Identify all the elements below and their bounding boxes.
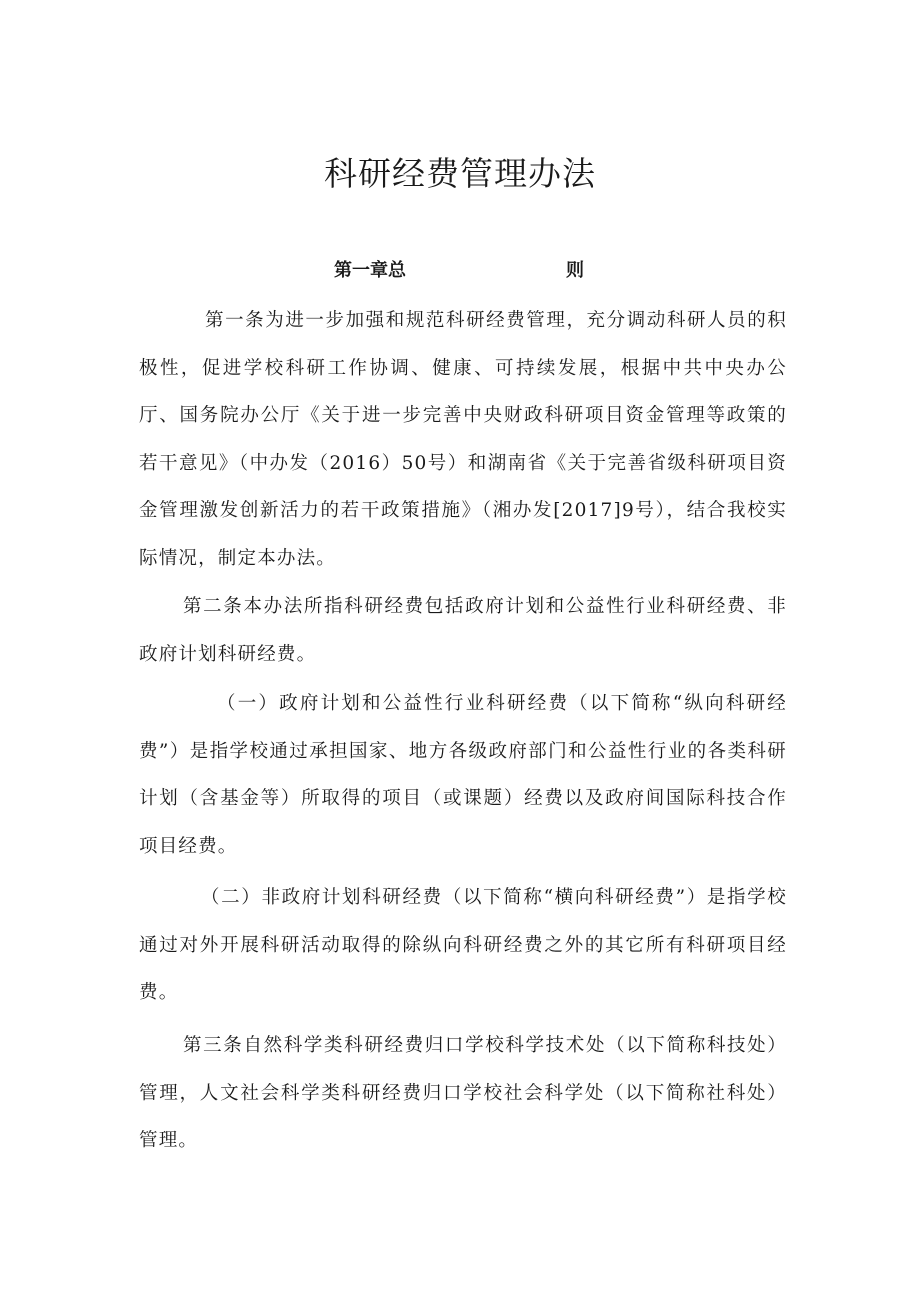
document-title: 科研经费管理办法 (324, 154, 596, 193)
article-2-item-1-paragraph: （一）政府计划和公益性行业科研经费（以下简称“纵向科研经费”）是指学校通过承担国家、地方各级政府部门和公益性行业的各类科研计划（含基金等）所取得的项目（或课题）经费以及政府间国际科技合作项目经费。 (139, 693, 787, 857)
chapter-heading (0, 256, 920, 286)
chapter-heading-suffix: 则 (566, 260, 584, 281)
article-1-paragraph: 第一条为进一步加强和规范科研经费管理，充分调动科研人员的积极性，促进学校科研工作协调、健康、可持续发展，根据中共中央办公厅、国务院办公厅《关于进一步完善中央财政科研项目资金管理等政策的若干意见》（中办发（2016）50号）和湖南省《关于完善省级科研项目资金管理激发创新活力的若干政策措施》（湘办发[2017]9号），结合我校实际情况，制定本办法。 (139, 310, 787, 569)
article-2-paragraph: 第二条本办法所指科研经费包括政府计划和公益性行业科研经费、非政府计划科研经费。 (139, 596, 787, 665)
chapter-heading-label: 第一章总 (334, 260, 406, 281)
article-3-paragraph: 第三条自然科学类科研经费归口学校科学技术处（以下简称科技处）管理，人文社会科学类科研经费归口学校社会科学处（以下简称社科处）管理。 (139, 1035, 787, 1151)
article-2-item-2-paragraph: （二）非政府计划科研经费（以下简称“横向科研经费”）是指学校通过对外开展科研活动取得的除纵向科研经费之外的其它所有科研项目经费。 (139, 887, 787, 1003)
